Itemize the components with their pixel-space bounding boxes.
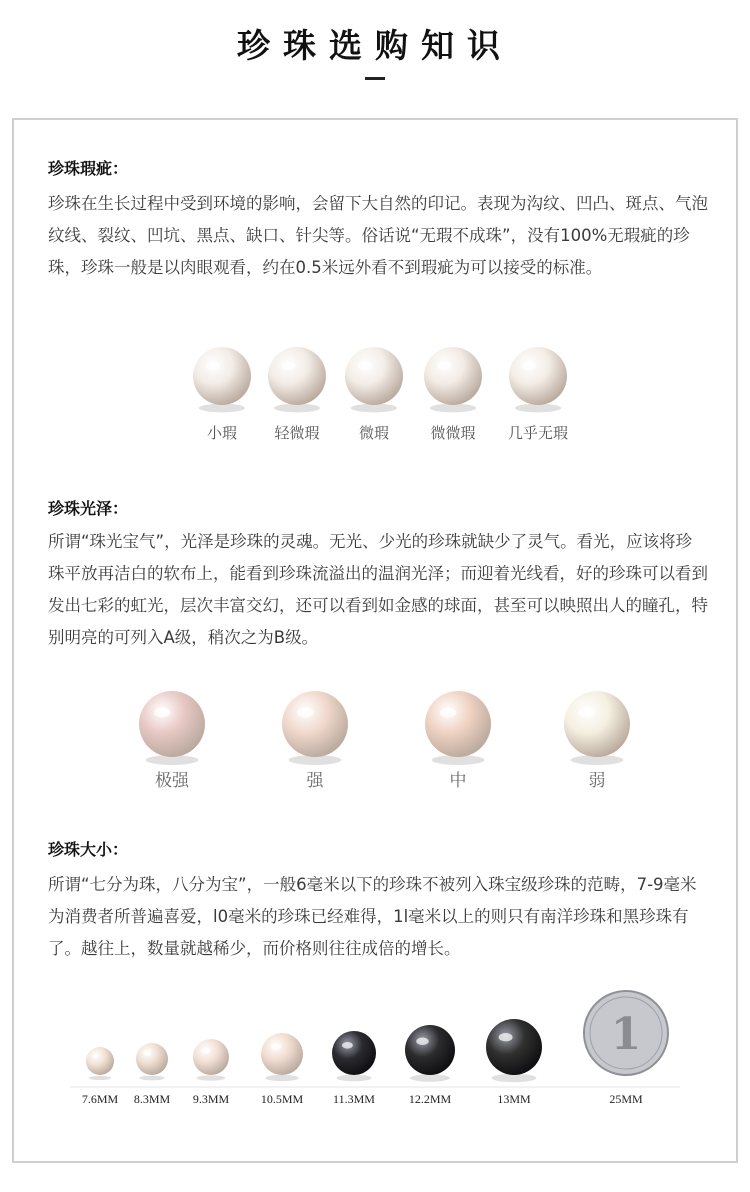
pearl-flaw-1 bbox=[268, 347, 326, 405]
pearl-label-size-6: 13MM bbox=[497, 1092, 531, 1106]
pearl-size-3 bbox=[261, 1033, 303, 1075]
pearl-label-flaw-2: 微瑕 bbox=[358, 424, 390, 442]
pearl-luster-2 bbox=[425, 691, 491, 757]
pearl-label-luster-3: 弱 bbox=[588, 771, 606, 791]
pearl-label-luster-0: 极强 bbox=[155, 771, 189, 791]
page-title: 珍珠选购知识 bbox=[237, 26, 513, 65]
pearl-luster-3 bbox=[564, 691, 630, 757]
pearl-label-size-4: 11.3MM bbox=[333, 1092, 375, 1106]
section-body-flaws: 珍珠在生长过程中受到环境的影响，会留下大自然的印记。表现为沟纹、凹凸、斑点、气泡纹线、裂纹、凹坑、黑点、缺口、针尖等。俗话说“无瑕不成珠”，没有100%无瑕疵的珍珠，珍珠一般是以肉眼观看，约在0.5米远外看不到瑕疵为可以接受的标准。 bbox=[48, 194, 708, 277]
section-body-luster: 所谓“珠光宝气”，光泽是珍珠的灵魂。无光、少光的珍珠就缺少了灵气。看光，应该将珍珠平放再洁白的软布上，能看到珍珠流溢出的温润光泽；而迎着光线看，好的珍珠可以看到发出七彩的虹光，层次丰富交幻，还可以看到如金感的球面，甚至可以映照出人的瞳孔，特别明亮的可列入A级，稍次之为B级。 bbox=[48, 532, 708, 647]
luster-grade-pearls bbox=[100, 672, 660, 802]
pearl-size-0 bbox=[86, 1047, 114, 1075]
pearl-label-size-0: 7.6MM bbox=[81, 1092, 119, 1106]
coin-numeral: 1 bbox=[610, 1009, 642, 1060]
pearl-flaw-2 bbox=[345, 347, 403, 405]
pearl-flaw-3 bbox=[424, 347, 482, 405]
pearl-label-size-7: 25MM bbox=[609, 1092, 643, 1106]
pearl-label-size-1: 8.3MM bbox=[133, 1092, 171, 1106]
pearl-size-6 bbox=[486, 1019, 542, 1075]
pearl-size-1 bbox=[136, 1043, 168, 1075]
pearl-label-size-5: 12.2MM bbox=[408, 1092, 452, 1106]
pearl-label-flaw-1: 轻微瑕 bbox=[274, 424, 320, 442]
pearl-label-luster-2: 中 bbox=[449, 771, 467, 791]
section-body-size: 所谓“七分为珠，八分为宝”，一般6毫米以下的珍珠不被列入珠宝级珍珠的范畴，7-9毫米为消费者所普遍喜爱，l0毫米的珍珠已经难得，1l毫米以上的则只有南洋珍珠和黑珍珠有了。越往上，数量就越稀少，而价格则往往成倍的增长。 bbox=[48, 875, 697, 958]
pearl-label-flaw-3: 微微瑕 bbox=[430, 424, 476, 442]
pearl-size-2 bbox=[193, 1039, 229, 1075]
size-comparison-pearls bbox=[60, 990, 700, 1120]
pearl-label-flaw-4: 几乎无瑕 bbox=[507, 424, 569, 442]
pearl-label-luster-1: 强 bbox=[306, 771, 324, 791]
pearl-label-flaw-0: 小瑕 bbox=[206, 424, 238, 442]
section-heading-luster: 珍珠光泽： bbox=[48, 499, 129, 518]
pearl-luster-1 bbox=[282, 691, 348, 757]
pearl-size-5 bbox=[405, 1025, 455, 1075]
pearl-flaw-0 bbox=[193, 347, 251, 405]
pearl-luster-0 bbox=[139, 691, 205, 757]
pearl-label-size-2: 9.3MM bbox=[192, 1092, 230, 1106]
pearl-flaw-4 bbox=[509, 347, 567, 405]
flaw-grade-pearls bbox=[150, 340, 600, 450]
section-heading-flaws: 珍珠瑕疵： bbox=[48, 159, 129, 178]
pearl-size-4 bbox=[332, 1031, 376, 1075]
section-heading-size: 珍珠大小： bbox=[48, 840, 129, 859]
title-underline bbox=[365, 77, 385, 80]
pearl-label-size-3: 10.5MM bbox=[260, 1092, 304, 1106]
